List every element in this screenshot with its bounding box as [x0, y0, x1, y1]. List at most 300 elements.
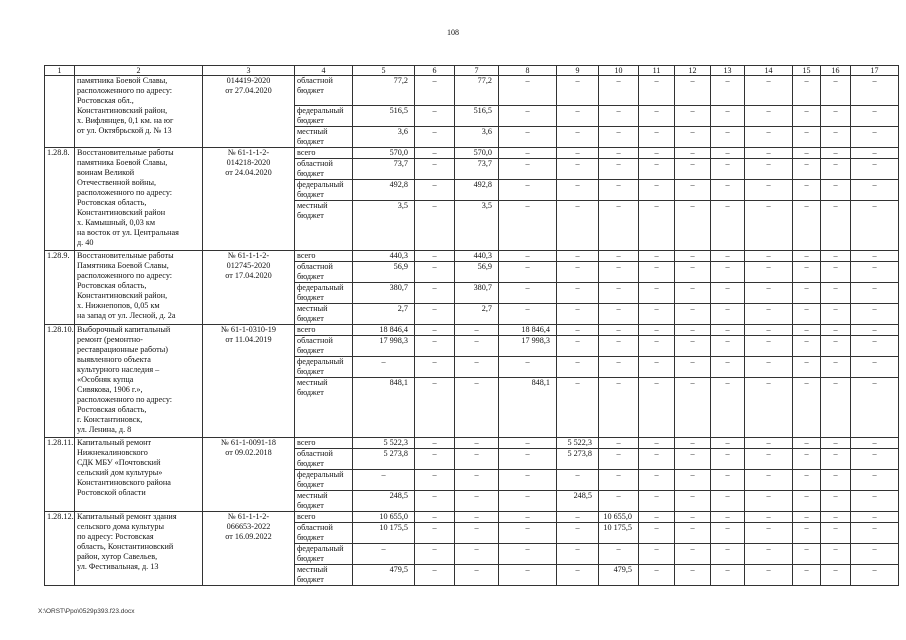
row-id — [45, 76, 75, 148]
column-number: 13 — [711, 66, 745, 76]
amount-cell: 440,3 — [455, 251, 499, 262]
amount-cell: – — [793, 336, 821, 357]
column-number: 9 — [557, 66, 599, 76]
object-name-line: ул. Фестивальная, д. 13 — [77, 562, 159, 571]
amount-cell: – — [851, 491, 899, 512]
amount-cell: – — [599, 201, 639, 251]
amount-cell: – — [851, 378, 899, 438]
amount-cell: – — [599, 180, 639, 201]
object-name-line: реставрационные работы) — [77, 345, 168, 354]
amount-cell: 848,1 — [499, 378, 557, 438]
object-name-line: по адресу: Ростовская — [77, 532, 154, 541]
amount-cell: – — [745, 180, 793, 201]
funding-source-line: местный — [297, 304, 328, 313]
column-number: 12 — [675, 66, 711, 76]
amount-cell: – — [557, 523, 599, 544]
amount-cell: – — [793, 565, 821, 586]
amount-cell: – — [675, 336, 711, 357]
table-row — [45, 148, 899, 159]
amount-cell: 5 522,3 — [353, 438, 415, 449]
object-name — [75, 76, 203, 148]
amount-cell: – — [415, 512, 455, 523]
amount-cell: – — [793, 378, 821, 438]
amount-cell: – — [745, 336, 793, 357]
permit-document — [203, 251, 295, 325]
object-name-line: г. Константиновск, — [77, 415, 143, 424]
amount-cell: – — [639, 544, 675, 565]
amount-cell: – — [455, 378, 499, 438]
object-name-line: Ростовская область, — [77, 198, 147, 207]
funding-source-line: всего — [297, 438, 316, 447]
amount-cell: 516,5 — [353, 106, 415, 127]
amount-cell: – — [557, 470, 599, 491]
permit-document-line: от 16.09.2022 — [225, 532, 272, 541]
amount-cell: – — [455, 357, 499, 378]
amount-cell: – — [851, 262, 899, 283]
amount-cell: – — [793, 544, 821, 565]
amount-cell: – — [745, 262, 793, 283]
funding-source — [295, 470, 353, 491]
amount-cell: – — [675, 251, 711, 262]
amount-cell: – — [599, 106, 639, 127]
amount-cell: – — [745, 512, 793, 523]
column-number: 4 — [295, 66, 353, 76]
amount-cell: – — [711, 336, 745, 357]
amount-cell: 570,0 — [455, 148, 499, 159]
amount-cell: – — [793, 325, 821, 336]
amount-cell: – — [851, 565, 899, 586]
amount-cell: – — [455, 512, 499, 523]
amount-cell: – — [455, 438, 499, 449]
amount-cell: – — [499, 148, 557, 159]
amount-cell: – — [415, 336, 455, 357]
amount-cell: – — [851, 251, 899, 262]
amount-cell: – — [557, 106, 599, 127]
amount-cell: – — [851, 523, 899, 544]
amount-cell: – — [675, 76, 711, 106]
funding-source-line: бюджет — [297, 137, 324, 146]
amount-cell: – — [557, 180, 599, 201]
object-name-line: Ростовская область, — [77, 281, 147, 290]
funding-source-line: бюджет — [297, 480, 324, 489]
amount-cell: – — [793, 76, 821, 106]
amount-cell: – — [639, 523, 675, 544]
amount-cell: – — [793, 201, 821, 251]
funding-source-line: бюджет — [297, 346, 324, 355]
object-name-line: на запад от ул. Лесной, д. 2а — [77, 311, 176, 320]
funding-source — [295, 148, 353, 159]
amount-cell: – — [499, 449, 557, 470]
amount-cell: – — [745, 283, 793, 304]
amount-cell: – — [821, 325, 851, 336]
amount-cell: – — [639, 127, 675, 148]
amount-cell: – — [599, 304, 639, 325]
object-name — [75, 325, 203, 438]
amount-cell: – — [353, 470, 415, 491]
object-name-line: область, Константиновский — [77, 542, 174, 551]
object-name-line: Памятника Боевой Славы, — [77, 261, 169, 270]
funding-source — [295, 512, 353, 523]
funding-source-line: бюджет — [297, 367, 324, 376]
amount-cell: – — [675, 127, 711, 148]
column-number: 7 — [455, 66, 499, 76]
amount-cell: – — [415, 378, 455, 438]
amount-cell: – — [639, 491, 675, 512]
amount-cell: – — [499, 544, 557, 565]
amount-cell: – — [455, 449, 499, 470]
funding-source-line: федеральный — [297, 357, 344, 366]
amount-cell: – — [821, 523, 851, 544]
amount-cell: – — [711, 357, 745, 378]
amount-cell: – — [415, 565, 455, 586]
amount-cell: – — [745, 325, 793, 336]
funding-source-line: местный — [297, 565, 328, 574]
permit-document-line: от 11.04.2019 — [225, 335, 272, 344]
amount-cell: – — [639, 262, 675, 283]
amount-cell: – — [415, 449, 455, 470]
amount-cell: 17 998,3 — [499, 336, 557, 357]
column-number: 8 — [499, 66, 557, 76]
amount-cell: 479,5 — [599, 565, 639, 586]
funding-source-line: бюджет — [297, 533, 324, 542]
funding-source-line: федеральный — [297, 283, 344, 292]
amount-cell: – — [639, 325, 675, 336]
amount-cell: – — [711, 251, 745, 262]
row-id: 1.28.10. — [45, 325, 75, 438]
amount-cell: – — [821, 512, 851, 523]
object-name-line: х. Вифлянцев, 0,1 км. на юг — [77, 116, 174, 125]
amount-cell: – — [675, 148, 711, 159]
funding-source-line: бюджет — [297, 211, 324, 220]
amount-cell: – — [675, 438, 711, 449]
amount-cell: – — [793, 449, 821, 470]
amount-cell: – — [851, 127, 899, 148]
amount-cell: 73,7 — [353, 159, 415, 180]
amount-cell: – — [745, 378, 793, 438]
funding-source — [295, 378, 353, 438]
amount-cell: 492,8 — [455, 180, 499, 201]
amount-cell: – — [851, 180, 899, 201]
object-name-line: выявленного объекта — [77, 355, 151, 364]
amount-cell: – — [455, 491, 499, 512]
amount-cell: – — [851, 357, 899, 378]
amount-cell: – — [499, 283, 557, 304]
amount-cell: – — [499, 470, 557, 491]
funding-source-line: бюджет — [297, 554, 324, 563]
object-name-line: от ул. Октябрьской д. № 13 — [77, 126, 172, 135]
amount-cell: – — [675, 544, 711, 565]
funding-source — [295, 523, 353, 544]
amount-cell: – — [639, 378, 675, 438]
amount-cell: – — [821, 180, 851, 201]
amount-cell: – — [821, 159, 851, 180]
amount-cell: – — [793, 251, 821, 262]
amount-cell: – — [675, 523, 711, 544]
amount-cell: 3,6 — [353, 127, 415, 148]
column-number: 17 — [851, 66, 899, 76]
funding-source — [295, 106, 353, 127]
amount-cell: – — [711, 76, 745, 106]
amount-cell: – — [639, 336, 675, 357]
permit-document-line: от 24.04.2020 — [225, 168, 272, 177]
amount-cell: – — [557, 325, 599, 336]
amount-cell: – — [711, 325, 745, 336]
amount-cell: 77,2 — [353, 76, 415, 106]
object-name-line: Выборочный капитальный — [77, 325, 171, 334]
permit-document — [203, 438, 295, 512]
funding-source — [295, 325, 353, 336]
amount-cell: – — [599, 127, 639, 148]
amount-cell: – — [557, 357, 599, 378]
amount-cell: – — [793, 159, 821, 180]
amount-cell: – — [557, 283, 599, 304]
amount-cell: – — [793, 304, 821, 325]
amount-cell: 10 175,5 — [353, 523, 415, 544]
amount-cell: – — [793, 180, 821, 201]
amount-cell: – — [499, 491, 557, 512]
column-number: 2 — [75, 66, 203, 76]
amount-cell: 848,1 — [353, 378, 415, 438]
column-number: 11 — [639, 66, 675, 76]
column-number-row — [45, 66, 899, 76]
amount-cell: – — [499, 304, 557, 325]
funding-source — [295, 438, 353, 449]
amount-cell: 5 273,8 — [557, 449, 599, 470]
amount-cell: – — [745, 304, 793, 325]
amount-cell: 18 846,4 — [353, 325, 415, 336]
amount-cell: – — [639, 304, 675, 325]
amount-cell: 17 998,3 — [353, 336, 415, 357]
amount-cell: – — [821, 106, 851, 127]
amount-cell: – — [599, 251, 639, 262]
amount-cell: – — [793, 106, 821, 127]
amount-cell: – — [353, 357, 415, 378]
amount-cell: – — [557, 251, 599, 262]
amount-cell: – — [415, 201, 455, 251]
amount-cell: 2,7 — [353, 304, 415, 325]
permit-document-line: № 61-1-0091-18 — [221, 438, 276, 447]
object-name-line: памятника Боевой Славы, — [77, 76, 168, 85]
funding-source-line: местный — [297, 127, 328, 136]
funding-source — [295, 251, 353, 262]
column-number: 3 — [203, 66, 295, 76]
amount-cell: – — [675, 283, 711, 304]
object-name — [75, 512, 203, 586]
permit-document-line: от 17.04.2020 — [225, 271, 272, 280]
amount-cell: – — [599, 378, 639, 438]
amount-cell: – — [851, 512, 899, 523]
object-name-line: расположенного по адресу: — [77, 188, 173, 197]
amount-cell: – — [851, 438, 899, 449]
funding-source — [295, 336, 353, 357]
object-name-line: х. Нижнепопов, 0,05 км — [77, 301, 160, 310]
amount-cell: 56,9 — [455, 262, 499, 283]
amount-cell: – — [851, 304, 899, 325]
amount-cell: – — [821, 378, 851, 438]
amount-cell: – — [557, 512, 599, 523]
amount-cell: – — [675, 378, 711, 438]
amount-cell: – — [599, 438, 639, 449]
funding-source-line: бюджет — [297, 459, 324, 468]
amount-cell: – — [557, 159, 599, 180]
amount-cell: 3,6 — [455, 127, 499, 148]
column-number: 10 — [599, 66, 639, 76]
amount-cell: – — [499, 76, 557, 106]
amount-cell: – — [711, 159, 745, 180]
funding-source — [295, 449, 353, 470]
amount-cell: – — [793, 148, 821, 159]
funding-source-line: всего — [297, 325, 316, 334]
object-name-line: Сивякова, 1906 г.», — [77, 385, 143, 394]
amount-cell: – — [675, 262, 711, 283]
funding-source-line: федеральный — [297, 470, 344, 479]
amount-cell: – — [675, 201, 711, 251]
amount-cell: – — [711, 438, 745, 449]
amount-cell: – — [599, 76, 639, 106]
column-number: 6 — [415, 66, 455, 76]
amount-cell: – — [821, 201, 851, 251]
amount-cell: – — [557, 336, 599, 357]
amount-cell: – — [599, 470, 639, 491]
amount-cell: – — [851, 159, 899, 180]
object-name-line: на восток от ул. Центральная — [77, 228, 179, 237]
object-name-line: район, хутор Савельев, — [77, 552, 158, 561]
table-row — [45, 512, 899, 523]
amount-cell: – — [675, 304, 711, 325]
amount-cell: – — [851, 544, 899, 565]
funding-source-line: бюджет — [297, 86, 324, 95]
amount-cell: – — [745, 523, 793, 544]
object-name-line: Нижнекалиновского — [77, 448, 148, 457]
amount-cell: – — [499, 262, 557, 283]
amount-cell: – — [353, 544, 415, 565]
amount-cell: – — [639, 283, 675, 304]
amount-cell: – — [557, 127, 599, 148]
amount-cell: – — [711, 106, 745, 127]
amount-cell: – — [557, 304, 599, 325]
amount-cell: – — [639, 438, 675, 449]
amount-cell: – — [557, 201, 599, 251]
permit-document-line: от 09.02.2018 — [225, 448, 272, 457]
amount-cell: – — [499, 438, 557, 449]
funding-source-line: областной — [297, 159, 333, 168]
amount-cell: – — [675, 106, 711, 127]
amount-cell: – — [821, 357, 851, 378]
amount-cell: – — [711, 449, 745, 470]
amount-cell: 479,5 — [353, 565, 415, 586]
object-name-line: д. 40 — [77, 238, 94, 247]
amount-cell: – — [745, 251, 793, 262]
amount-cell: – — [675, 470, 711, 491]
amount-cell: – — [415, 357, 455, 378]
funding-source-line: местный — [297, 491, 328, 500]
amount-cell: – — [455, 544, 499, 565]
funding-source-line: федеральный — [297, 106, 344, 115]
amount-cell: – — [711, 565, 745, 586]
amount-cell: – — [639, 76, 675, 106]
funding-source-line: местный — [297, 378, 328, 387]
amount-cell: – — [711, 544, 745, 565]
amount-cell: – — [639, 180, 675, 201]
amount-cell: – — [821, 565, 851, 586]
amount-cell: – — [745, 148, 793, 159]
amount-cell: – — [639, 106, 675, 127]
amount-cell: – — [599, 283, 639, 304]
amount-cell: – — [793, 523, 821, 544]
amount-cell: – — [499, 201, 557, 251]
amount-cell: – — [675, 449, 711, 470]
funding-source-line: всего — [297, 251, 316, 260]
amount-cell: – — [745, 565, 793, 586]
table-row — [45, 251, 899, 262]
object-name-line: Капитальный ремонт здания — [77, 512, 177, 521]
amount-cell: – — [499, 565, 557, 586]
amount-cell: 570,0 — [353, 148, 415, 159]
amount-cell: – — [745, 106, 793, 127]
amount-cell: – — [821, 251, 851, 262]
funding-source — [295, 159, 353, 180]
amount-cell: – — [415, 159, 455, 180]
amount-cell: – — [415, 262, 455, 283]
amount-cell: – — [711, 262, 745, 283]
funding-source — [295, 491, 353, 512]
amount-cell: – — [711, 127, 745, 148]
amount-cell: – — [745, 159, 793, 180]
amount-cell: 18 846,4 — [499, 325, 557, 336]
amount-cell: – — [821, 283, 851, 304]
amount-cell: – — [711, 148, 745, 159]
permit-document-line: № 61-1-1-2- — [227, 512, 270, 521]
amount-cell: 10 655,0 — [353, 512, 415, 523]
object-name-line: ремонт (ремонтно- — [77, 335, 143, 344]
funding-source-line: федеральный — [297, 544, 344, 553]
amount-cell: – — [851, 336, 899, 357]
permit-document-line: от 27.04.2020 — [225, 86, 272, 95]
permit-document-line: № 61-1-1-2- — [227, 251, 270, 260]
amount-cell: – — [793, 262, 821, 283]
permit-document-line: 066653-2022 — [226, 522, 271, 531]
object-name-line: расположенного по адресу: — [77, 395, 173, 404]
amount-cell: – — [499, 127, 557, 148]
object-name-line: сельский дом культуры» — [77, 468, 163, 477]
permit-document-line: 014419-2020 — [226, 76, 271, 85]
amount-cell: – — [851, 325, 899, 336]
amount-cell: 380,7 — [455, 283, 499, 304]
funding-source-line: областной — [297, 449, 333, 458]
amount-cell: 5 522,3 — [557, 438, 599, 449]
amount-cell: – — [599, 449, 639, 470]
amount-cell: – — [455, 523, 499, 544]
permit-document-line: 012745-2020 — [226, 261, 271, 270]
amount-cell: – — [821, 304, 851, 325]
amount-cell: – — [455, 565, 499, 586]
permit-document — [203, 148, 295, 251]
amount-cell: – — [851, 283, 899, 304]
funding-source — [295, 357, 353, 378]
amount-cell: – — [557, 544, 599, 565]
budget-table — [44, 65, 899, 586]
object-name-line: Ростовская обл., — [77, 96, 134, 105]
amount-cell: – — [675, 491, 711, 512]
amount-cell: – — [793, 491, 821, 512]
funding-source-line: бюджет — [297, 314, 324, 323]
amount-cell: – — [745, 438, 793, 449]
amount-cell: – — [415, 438, 455, 449]
amount-cell: – — [821, 336, 851, 357]
amount-cell: – — [821, 491, 851, 512]
column-number: 15 — [793, 66, 821, 76]
table-row — [45, 325, 899, 336]
